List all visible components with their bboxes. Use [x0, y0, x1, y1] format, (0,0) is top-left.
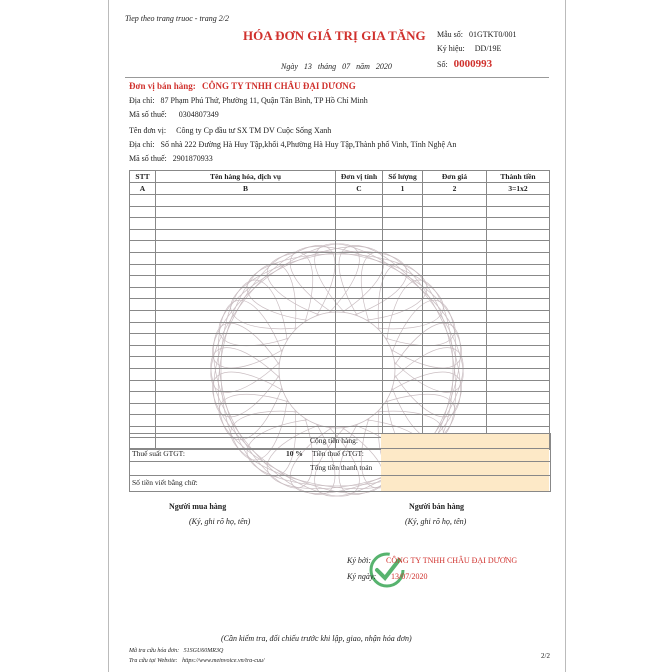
table-row	[130, 322, 550, 334]
code-3: 3=1x2	[487, 183, 550, 195]
header-unit: Đơn vị tính	[336, 171, 383, 183]
table-cell	[156, 403, 336, 415]
table-cell	[130, 241, 156, 253]
table-cell	[423, 195, 487, 207]
table-cell	[156, 345, 336, 357]
table-cell	[156, 368, 336, 380]
table-cell	[383, 357, 423, 369]
table-cell	[383, 195, 423, 207]
table-cell	[423, 276, 487, 288]
table-cell	[130, 264, 156, 276]
table-cell	[130, 310, 156, 322]
items-body	[130, 195, 550, 450]
table-row	[130, 345, 550, 357]
table-cell	[383, 392, 423, 404]
vat-rate-label: Thuế suất GTGT:	[132, 449, 185, 458]
buyer-unit: Tên đơn vị: Công ty Cp đầu tư SX TM DV Cuộc Sống Xanh	[129, 126, 332, 135]
table-cell	[336, 195, 383, 207]
table-cell	[487, 206, 550, 218]
invoice-title: HÓA ĐƠN GIÁ TRỊ GIA TĂNG	[243, 28, 426, 43]
table-cell	[423, 252, 487, 264]
table-cell	[423, 229, 487, 241]
table-cell	[383, 287, 423, 299]
table-cell	[336, 345, 383, 357]
table-cell	[423, 392, 487, 404]
table-cell	[336, 287, 383, 299]
table-cell	[336, 218, 383, 230]
table-row	[130, 229, 550, 241]
table-cell	[156, 322, 336, 334]
table-cell	[383, 368, 423, 380]
invoice-page	[108, 0, 566, 672]
table-row	[130, 264, 550, 276]
invoice-number: Số: 0000993	[437, 58, 493, 70]
table-cell	[487, 264, 550, 276]
table-cell	[423, 322, 487, 334]
table-cell	[487, 322, 550, 334]
table-cell	[487, 299, 550, 311]
table-row	[130, 368, 550, 380]
table-cell	[130, 218, 156, 230]
code-2: 2	[423, 183, 487, 195]
table-row	[130, 403, 550, 415]
table-cell	[130, 403, 156, 415]
table-row	[130, 392, 550, 404]
table-cell	[383, 218, 423, 230]
table-cell	[156, 299, 336, 311]
buyer-signature-title: Người mua hàng	[169, 502, 227, 511]
table-cell	[336, 357, 383, 369]
table-cell	[383, 345, 423, 357]
table-cell	[383, 206, 423, 218]
table-cell	[423, 218, 487, 230]
table-row	[130, 252, 550, 264]
table-cell	[487, 276, 550, 288]
table-row	[130, 357, 550, 369]
table-row	[130, 287, 550, 299]
table-cell	[130, 392, 156, 404]
table-cell	[130, 229, 156, 241]
table-cell	[156, 264, 336, 276]
table-row	[130, 299, 550, 311]
table-cell	[156, 252, 336, 264]
table-cell	[383, 264, 423, 276]
items-table	[129, 170, 550, 450]
check-note: (Cần kiểm tra, đối chiếu trước khi lập, giao, nhận hóa đơn)	[221, 634, 412, 643]
table-cell	[383, 252, 423, 264]
table-row	[130, 334, 550, 346]
table-cell	[487, 403, 550, 415]
table-cell	[156, 310, 336, 322]
table-cell	[130, 380, 156, 392]
table-cell	[130, 276, 156, 288]
table-cell	[156, 415, 336, 427]
table-cell	[156, 276, 336, 288]
table-cell	[383, 380, 423, 392]
table-row	[130, 276, 550, 288]
table-cell	[336, 206, 383, 218]
table-cell	[487, 310, 550, 322]
table-cell	[336, 334, 383, 346]
header-quantity: Số lượng	[383, 171, 423, 183]
table-cell	[423, 334, 487, 346]
signed-date-label: Ký ngày:	[347, 572, 377, 581]
code-b: B	[156, 183, 336, 195]
total-row	[129, 461, 551, 476]
table-cell	[156, 206, 336, 218]
table-cell	[383, 334, 423, 346]
table-cell	[487, 195, 550, 207]
table-cell	[130, 287, 156, 299]
table-cell	[156, 241, 336, 253]
seller-signature-note: (Ký, ghi rõ họ, tên)	[405, 517, 467, 526]
table-cell	[383, 403, 423, 415]
table-cell	[383, 322, 423, 334]
table-row	[130, 241, 550, 253]
seller-address: Địa chỉ: 87 Phạm Phú Thứ, Phường 11, Quận Tân Bình, TP Hồ Chí Minh	[129, 96, 368, 105]
signed-date-value: 13/07/2020	[391, 572, 428, 581]
table-row	[130, 218, 550, 230]
subtotal-label: Cộng tiền hàng:	[310, 436, 358, 445]
table-cell	[487, 368, 550, 380]
continued-note: Tiep theo trang truoc - trang 2/2	[125, 14, 229, 23]
table-cell	[423, 287, 487, 299]
form-number: Mẫu số: 01GTKT0/001	[437, 30, 517, 39]
table-cell	[336, 299, 383, 311]
table-cell	[336, 229, 383, 241]
table-cell	[130, 334, 156, 346]
table-cell	[156, 392, 336, 404]
table-cell	[156, 195, 336, 207]
table-cell	[156, 229, 336, 241]
table-cell	[487, 334, 550, 346]
table-cell	[130, 322, 156, 334]
table-row	[130, 380, 550, 392]
table-cell	[130, 206, 156, 218]
table-cell	[487, 218, 550, 230]
header-amount: Thành tiền	[487, 171, 550, 183]
table-cell	[487, 392, 550, 404]
table-cell	[130, 299, 156, 311]
code-a: A	[130, 183, 156, 195]
table-cell	[423, 206, 487, 218]
table-cell	[130, 195, 156, 207]
table-cell	[383, 241, 423, 253]
seller-signature-title: Người bán hàng	[409, 502, 465, 511]
table-cell	[487, 415, 550, 427]
table-row	[130, 195, 550, 207]
words-label: Số tiền viết bằng chữ:	[132, 478, 198, 487]
table-cell	[336, 368, 383, 380]
table-cell	[336, 241, 383, 253]
table-cell	[487, 345, 550, 357]
table-row	[130, 206, 550, 218]
table-cell	[130, 345, 156, 357]
table-cell	[156, 218, 336, 230]
table-cell	[336, 264, 383, 276]
table-cell	[156, 334, 336, 346]
table-cell	[336, 276, 383, 288]
vat-amount-label: Tiền thuế GTGT:	[312, 449, 364, 458]
table-header-row	[130, 171, 550, 183]
table-code-row	[130, 183, 550, 195]
header-stt: STT	[130, 171, 156, 183]
table-cell	[336, 415, 383, 427]
invoice-date: Ngày 13 tháng 07 năm 2020	[281, 62, 392, 71]
table-cell	[423, 345, 487, 357]
header-unit-price: Đơn giá	[423, 171, 487, 183]
lookup-code: Mã tra cứu hóa đơn: 51SGU60MR3Q	[129, 648, 224, 654]
table-cell	[130, 252, 156, 264]
table-cell	[383, 415, 423, 427]
table-cell	[487, 380, 550, 392]
total-label: Tổng tiền thanh toán	[310, 463, 373, 472]
vat-row	[129, 447, 551, 462]
table-cell	[383, 229, 423, 241]
table-cell	[156, 287, 336, 299]
symbol: Ký hiệu: DD/19E	[437, 44, 502, 53]
buyer-signature-note: (Ký, ghi rõ họ, tên)	[189, 517, 251, 526]
table-cell	[423, 415, 487, 427]
table-cell	[336, 392, 383, 404]
table-cell	[423, 310, 487, 322]
signed-by-label: Ký bởi:	[347, 556, 372, 565]
table-cell	[423, 380, 487, 392]
header-divider	[125, 77, 549, 78]
table-cell	[423, 299, 487, 311]
table-cell	[336, 252, 383, 264]
table-row	[130, 310, 550, 322]
table-cell	[130, 357, 156, 369]
table-cell	[156, 357, 336, 369]
table-cell	[130, 368, 156, 380]
table-row	[130, 415, 550, 427]
table-cell	[130, 415, 156, 427]
table-cell	[423, 264, 487, 276]
table-cell	[487, 252, 550, 264]
lookup-website-link[interactable]: https://www.meinvoice.vn/tra-cuu/	[182, 658, 265, 664]
table-cell	[487, 241, 550, 253]
table-cell	[336, 310, 383, 322]
table-cell	[336, 322, 383, 334]
table-cell	[336, 403, 383, 415]
vat-rate-value: 10 %	[286, 449, 303, 458]
table-cell	[487, 229, 550, 241]
table-cell	[423, 368, 487, 380]
table-cell	[487, 287, 550, 299]
seller-name: Đơn vị bán hàng: CÔNG TY TNHH CHÂU ĐẠI DƯƠNG	[129, 81, 356, 91]
lookup-website: Tra cứu tại Website: https://www.meinvoice.vn/tra-cuu/	[129, 658, 265, 664]
table-cell	[487, 357, 550, 369]
table-cell	[383, 276, 423, 288]
code-1: 1	[383, 183, 423, 195]
page-number: 2/2	[541, 652, 550, 660]
table-cell	[383, 299, 423, 311]
amount-in-words-row	[129, 475, 551, 492]
code-c: C	[336, 183, 383, 195]
table-cell	[383, 310, 423, 322]
table-cell	[336, 380, 383, 392]
buyer-address: Địa chỉ: Số nhà 222 Đường Hà Huy Tập,khối 4,Phường Hà Huy Tập,Thành phố Vinh, Tỉnh Nghệ An	[129, 140, 457, 149]
buyer-tax-code: Mã số thuế: 2901870933	[129, 154, 213, 163]
table-cell	[156, 380, 336, 392]
seller-tax-code: Mã số thuế: 0304807349	[129, 110, 219, 119]
header-description: Tên hàng hóa, dịch vụ	[156, 171, 336, 183]
signed-by-value: CÔNG TY TNHH CHÂU ĐẠI DƯƠNG	[386, 556, 518, 565]
table-cell	[423, 403, 487, 415]
table-cell	[423, 357, 487, 369]
table-cell	[423, 241, 487, 253]
